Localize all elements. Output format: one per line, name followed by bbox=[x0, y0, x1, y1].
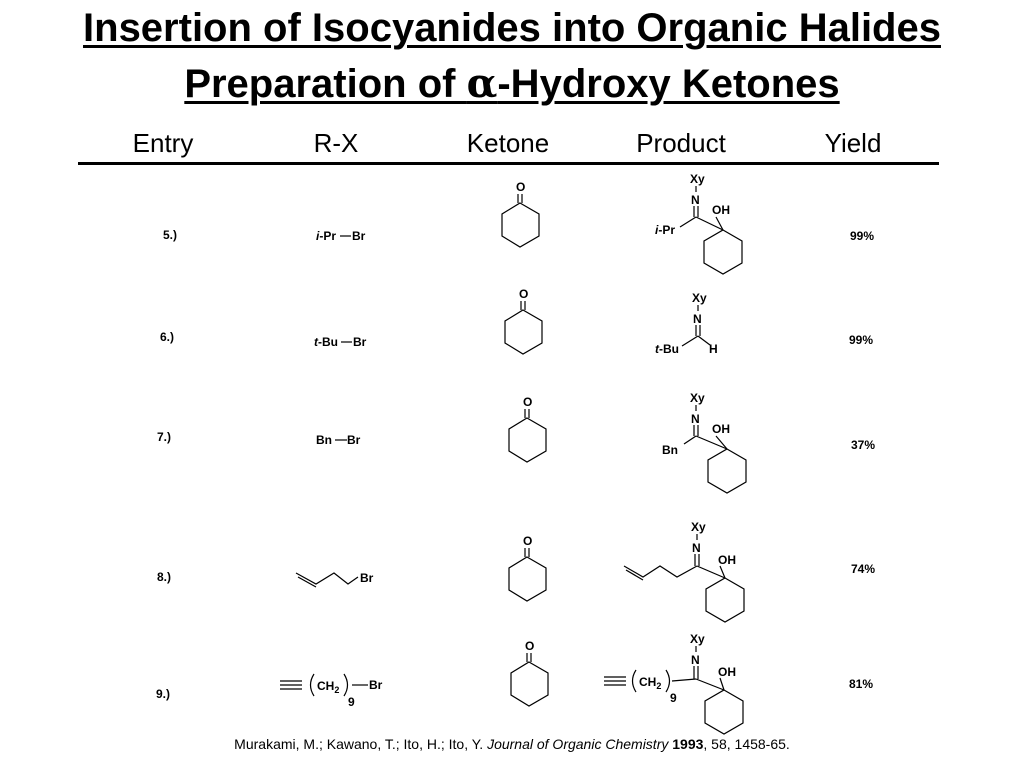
ketone-cyclohexanone-9 bbox=[511, 639, 548, 706]
ketone-cyclohexanone-7 bbox=[509, 395, 546, 462]
rx-ipr-br bbox=[316, 229, 366, 243]
svg-text:i-Pr: i-Pr bbox=[655, 223, 676, 237]
svg-text:Br: Br bbox=[352, 229, 366, 243]
svg-text:Xy: Xy bbox=[692, 291, 707, 305]
svg-text:Xy: Xy bbox=[690, 391, 705, 405]
svg-text:Xy: Xy bbox=[690, 172, 705, 186]
svg-text:t-Bu: t-Bu bbox=[314, 335, 338, 349]
svg-text:t-Bu: t-Bu bbox=[655, 342, 679, 356]
yield-5: 99% bbox=[849, 229, 875, 243]
citation-year: 1993 bbox=[668, 736, 704, 752]
header-rx: R-X bbox=[313, 128, 359, 158]
svg-text:CH2: $CH_2$ bbox=[639, 675, 662, 691]
rx-alkynyl-ch2-br bbox=[280, 674, 383, 709]
svg-text:OH: OH bbox=[718, 665, 736, 679]
svg-text:O: O bbox=[523, 395, 533, 409]
svg-text:Br: Br bbox=[369, 678, 383, 692]
title-line-1: Insertion of Isocyanides into Organic Halides bbox=[83, 6, 941, 50]
title-suffix: -Hydroxy Ketones bbox=[497, 62, 840, 106]
svg-text:9: 9 bbox=[348, 695, 355, 709]
svg-text:O: O bbox=[525, 639, 535, 653]
svg-text:9: 9 bbox=[670, 691, 677, 705]
product-9 bbox=[604, 632, 743, 734]
product-5 bbox=[655, 172, 742, 274]
yield-8: 74% bbox=[850, 562, 876, 576]
svg-text:N: N bbox=[691, 412, 700, 426]
product-6 bbox=[655, 291, 718, 356]
svg-text:Xy: Xy bbox=[690, 632, 705, 646]
svg-text:N: N bbox=[693, 312, 702, 326]
yield-7: 37% bbox=[850, 438, 876, 452]
svg-text:OH: OH bbox=[712, 422, 730, 436]
citation bbox=[0, 736, 1024, 752]
yield-6: 99% bbox=[848, 333, 874, 347]
rx-bn-br bbox=[316, 433, 361, 447]
svg-text:H: H bbox=[709, 342, 718, 356]
svg-text:Br: Br bbox=[360, 571, 374, 585]
rx-pentenyl-br bbox=[296, 571, 374, 587]
svg-text:Br: Br bbox=[347, 433, 361, 447]
svg-text:Bn: Bn bbox=[316, 433, 332, 447]
citation-rest: , 58, 1458-65. bbox=[703, 736, 790, 752]
ketone-cyclohexanone-6 bbox=[505, 287, 542, 354]
yield-9: 81% bbox=[848, 677, 874, 691]
svg-text:i-Pr: i-Pr bbox=[316, 229, 337, 243]
alpha-symbol: α bbox=[466, 60, 498, 107]
header-ketone: Ketone bbox=[466, 128, 550, 158]
entry-7: 7.) bbox=[156, 430, 172, 444]
citation-authors: Murakami, M.; Kawano, T.; Ito, H.; Ito, Y. bbox=[234, 736, 488, 752]
svg-text:OH: OH bbox=[712, 203, 730, 217]
svg-text:O: O bbox=[523, 534, 533, 548]
ketone-cyclohexanone-5 bbox=[502, 180, 539, 247]
svg-text:OH: OH bbox=[718, 553, 736, 567]
svg-text:O: O bbox=[519, 287, 529, 301]
header-yield: Yield bbox=[824, 128, 882, 158]
entry-5: 5.) bbox=[162, 228, 178, 242]
header-product: Product bbox=[636, 128, 726, 158]
svg-text:N: N bbox=[691, 193, 700, 207]
entry-9: 9.) bbox=[155, 687, 171, 701]
svg-text:CH2: $CH_2$ bbox=[317, 679, 340, 695]
rx-tbu-br bbox=[314, 335, 367, 349]
svg-text:Bn: Bn bbox=[662, 443, 678, 457]
citation-journal: Journal of Organic Chemistry bbox=[487, 736, 669, 752]
title-prefix: Preparation of bbox=[184, 62, 467, 106]
svg-text:Br: Br bbox=[353, 335, 367, 349]
svg-text:N: N bbox=[692, 541, 701, 555]
entry-6: 6.) bbox=[159, 330, 175, 344]
header-entry: Entry bbox=[132, 128, 194, 158]
svg-text:O: O bbox=[516, 180, 526, 194]
svg-text:Xy: Xy bbox=[691, 520, 706, 534]
entry-8: 8.) bbox=[156, 570, 172, 584]
product-7 bbox=[662, 391, 746, 493]
product-8 bbox=[624, 520, 744, 622]
ketone-cyclohexanone-8 bbox=[509, 534, 546, 601]
svg-text:N: N bbox=[691, 653, 700, 667]
